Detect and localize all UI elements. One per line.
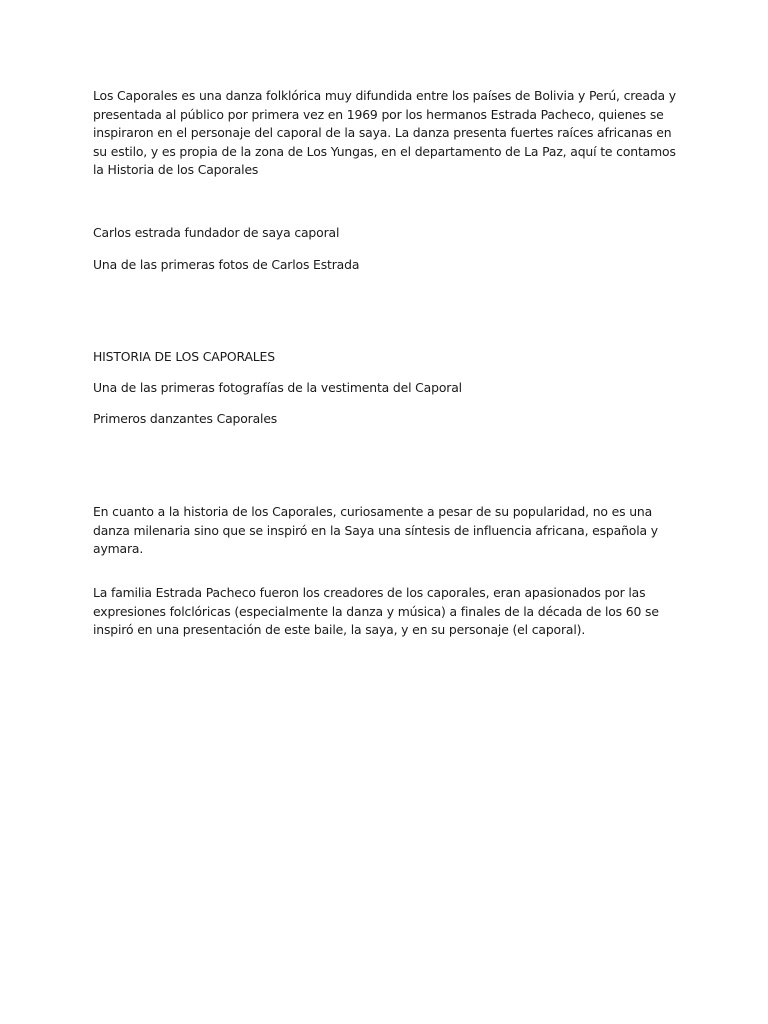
photo-caption-founder: Carlos estrada fundador de saya caporal [93,225,340,240]
family-paragraph: La familia Estrada Pacheco fueron los creadores de los caporales, eran apasionados por las expresiones folclóricas (especialmente la danza y música) a finales de la década de los 60 se inspiró en una presentación de este baile, la saya, y en su personaje (el caporal). [93,585,659,638]
photo-caption-first-photo: Una de las primeras fotos de Carlos Estrada [93,257,360,272]
photo-caption-dancers: Primeros danzantes Caporales [93,411,278,426]
photo-caption-costume: Una de las primeras fotografías de la vestimenta del Caporal [93,380,462,395]
section-heading: HISTORIA DE LOS CAPORALES [93,349,275,364]
intro-paragraph: Los Caporales es una danza folklórica muy difundida entre los países de Bolivia y Perú, creada y presentada al público por primera vez en 1969 por los hermanos Estrada Pacheco, quienes se inspiraron en el personaje del caporal de la saya. La danza presenta fuertes raíces africanas en su estilo, y es propia de la zona de Los Yungas, en el departamento de La Paz, aquí te contamos la Historia de los Caporales [93,88,676,178]
history-paragraph: En cuanto a la historia de los Caporales, curiosamente a pesar de su popularidad, no es una danza milenaria sino que se inspiró en la Saya una síntesis de influencia africana, española y aymara. [93,504,658,557]
